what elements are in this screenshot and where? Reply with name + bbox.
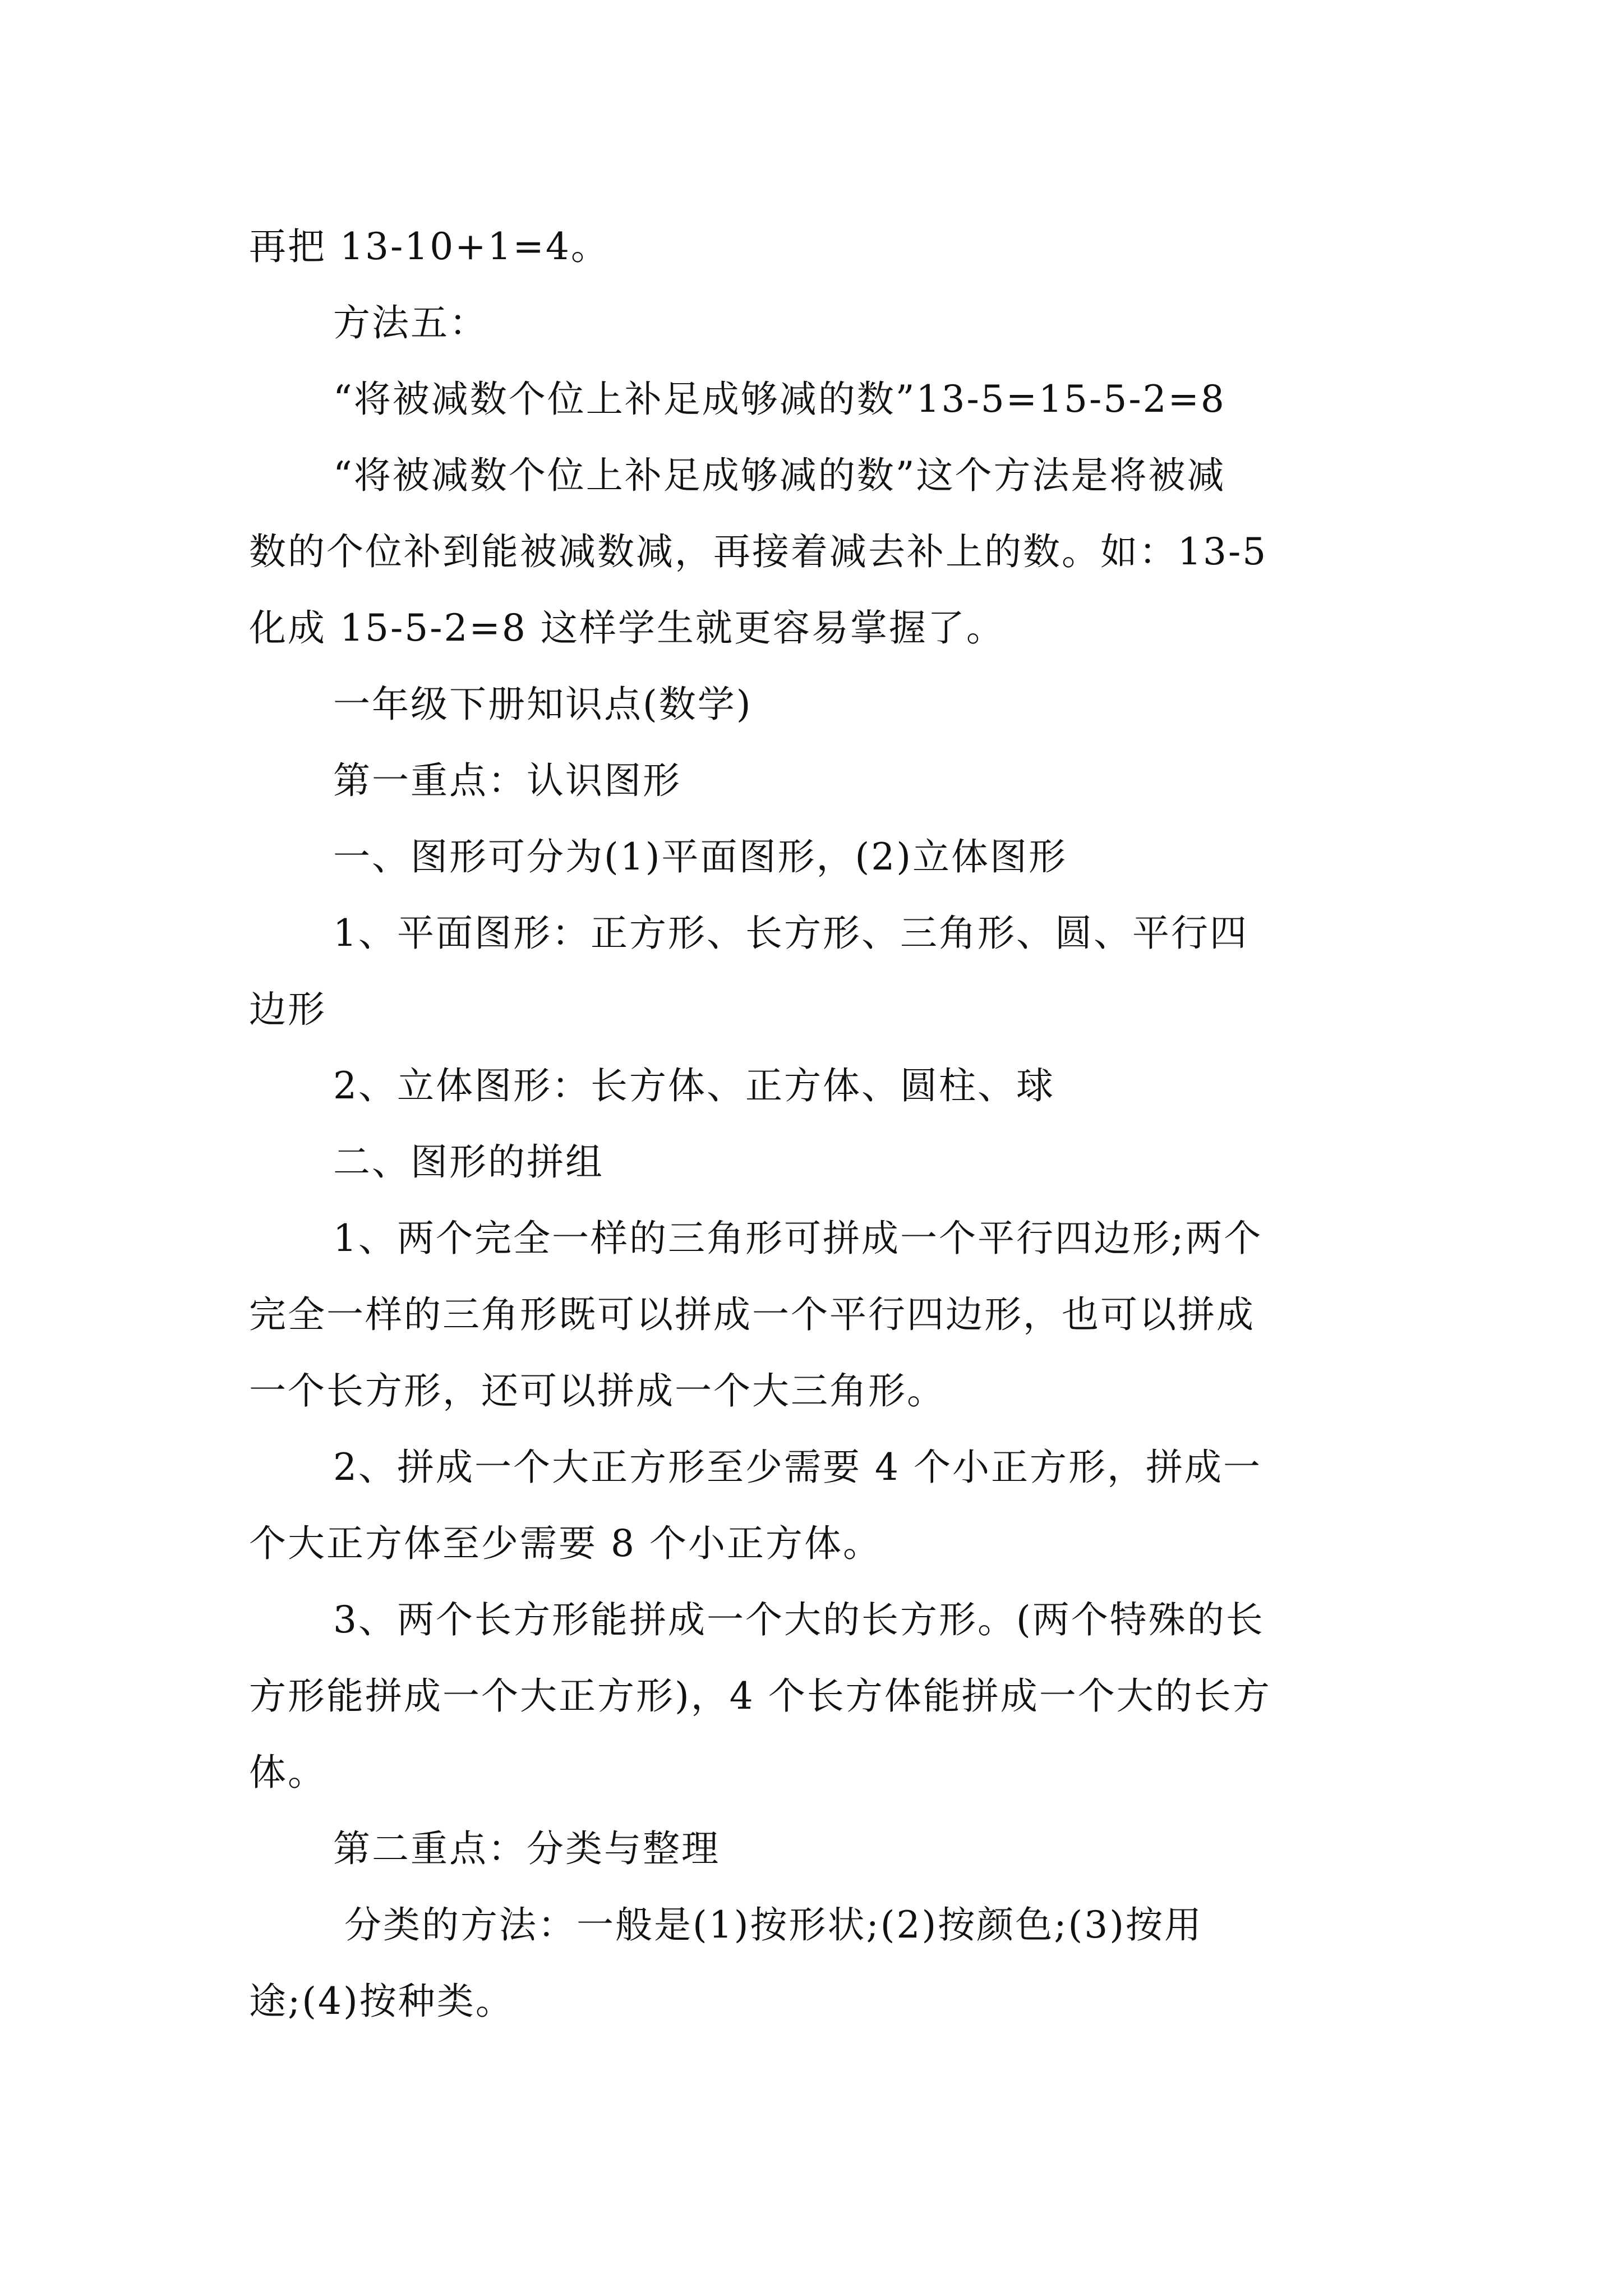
text-line: 3、两个长方形能拼成一个大的长方形。(两个特殊的长 [333,1598,1265,1641]
text-line: 1、平面图形：正方形、长方形、三角形、圆、平行四 [333,912,1248,955]
text-line: 数的个位补到能被减数减，再接着减去补上的数。如：13-5 [249,530,1268,573]
text-line: “将被减数个位上补足成够减的数”13-5=15-5-2=8 [333,378,1226,421]
text-line: 体。 [249,1751,326,1794]
text-line: 分类的方法：一般是(1)按形状;(2)按颜色;(3)按用 [344,1903,1203,1947]
section-heading: 第二重点：分类与整理 [333,1827,720,1870]
text-line: “将被减数个位上补足成够减的数”这个方法是将被减 [333,454,1226,497]
section-heading: 一年级下册知识点(数学) [333,683,753,726]
text-line: 边形 [249,988,326,1031]
text-line: 化成 15-5-2=8 这样学生就更容易掌握了。 [249,606,1005,650]
section-heading: 第一重点：认识图形 [333,759,681,802]
text-line: 1、两个完全一样的三角形可拼成一个平行四边形;两个 [333,1217,1263,1260]
text-line: 一个长方形，还可以拼成一个大三角形。 [249,1369,946,1412]
text-line: 方形能拼成一个大正方形)，4 个长方体能拼成一个大的长方 [249,1674,1271,1718]
text-line: 二、图形的拼组 [333,1140,604,1184]
text-line: 完全一样的三角形既可以拼成一个平行四边形，也可以拼成 [249,1293,1255,1336]
text-line: 一、图形可分为(1)平面图形，(2)立体图形 [333,835,1067,878]
text-line: 2、立体图形：长方体、正方体、圆柱、球 [333,1064,1055,1107]
text-line: 个大正方体至少需要 8 个小正方体。 [249,1522,882,1565]
text-line: 再把 13-10+1=4。 [249,225,610,268]
document-body [249,209,1376,2040]
text-line: 2、拼成一个大正方形至少需要 4 个小正方形，拼成一 [333,1446,1262,1489]
text-line: 途;(4)按种类。 [249,1980,514,2023]
text-line: 方法五： [333,301,488,344]
